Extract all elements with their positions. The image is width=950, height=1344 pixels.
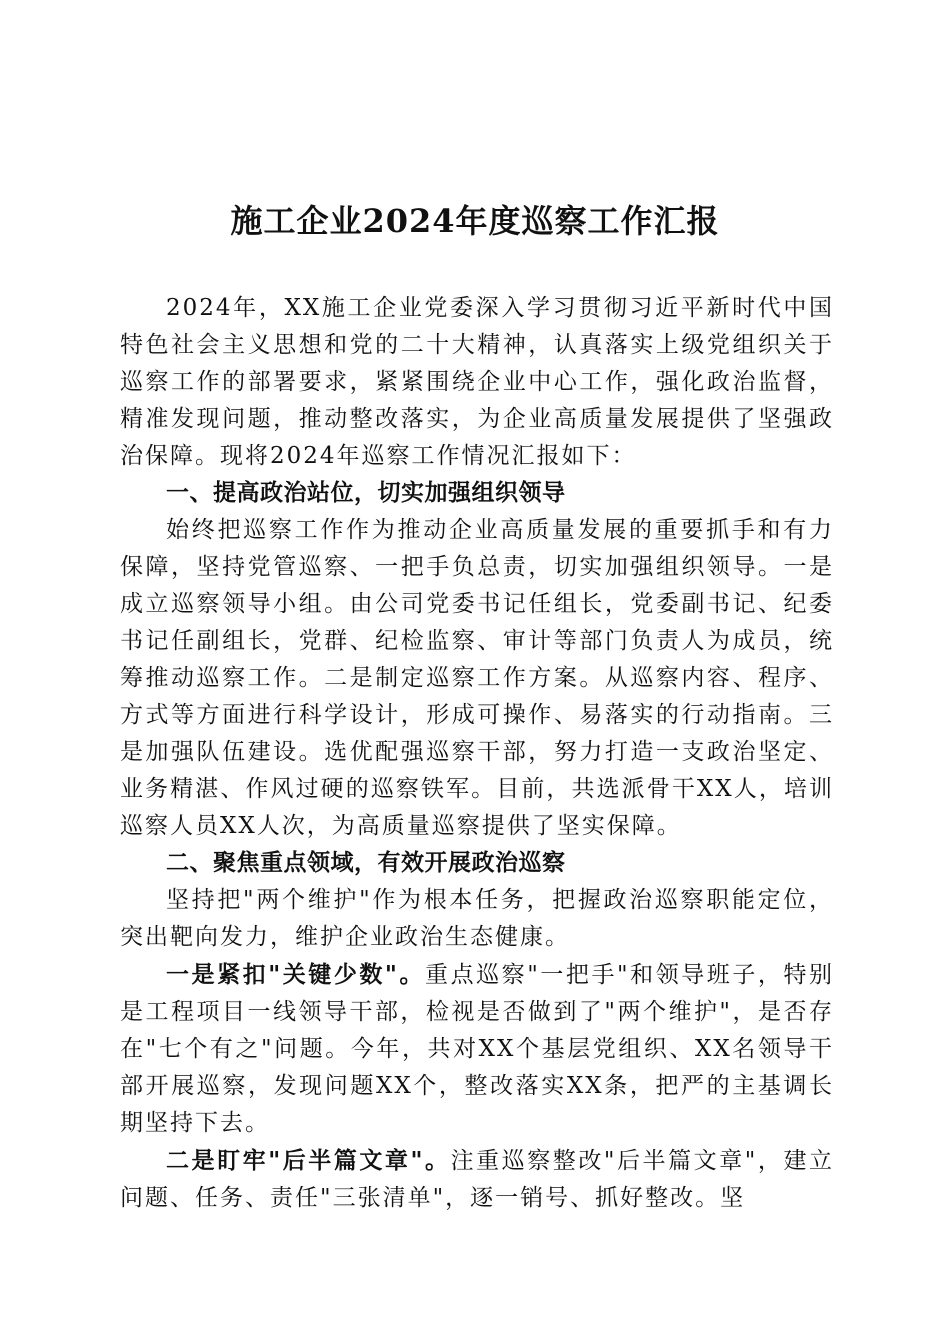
item-1-lead: 一是紧扣"关键少数"。 [166,961,426,988]
item-2-lead: 二是盯牢"后半篇文章"。 [166,1147,451,1174]
section-2-heading: 二、聚焦重点领域，有效开展政治巡察 [166,850,566,876]
section-2-item-2 [120,1142,834,1217]
item-1-text: 重点巡察"一把手"和领导班子，特别是工程项目一线领导干部，检视是否做到了"两个维护"，是否存在"七个有之"问题。今年，共对XX个基层党组织、XX名领导干部开展巡察，发现问题XX个，整改落实XX条，把严的主基调长期坚持下去。 [120,962,834,1136]
document-title: 施工企业2024年度巡察工作汇报 [230,202,720,240]
section-2-paragraph: 坚持把"两个维护"作为根本任务，把握政治巡察职能定位，突出靶向发力，维护企业政治生态健康。 [120,887,834,950]
section-2-item-1 [120,956,834,1142]
intro-paragraph: 2024年，XX施工企业党委深入学习贯彻习近平新时代中国特色社会主义思想和党的二十大精神，认真落实上级党组织关于巡察工作的部署要求，紧紧围绕企业中心工作，强化政治监督，精准发现问题，推动整改落实，为企业高质量发展提供了坚强政治保障。现将2024年巡察工作情况汇报如下： [120,295,834,469]
section-1-heading: 一、提高政治站位，切实加强组织领导 [166,480,566,506]
item-2-text: 注重巡察整改"后半篇文章"，建立问题、任务、责任"三张清单"，逐一销号、抓好整改。坚 [120,1148,834,1211]
document-body [120,290,834,1217]
section-1-paragraph: 始终把巡察工作作为推动企业高质量发展的重要抓手和有力保障，坚持党管巡察、一把手负总责，切实加强组织领导。一是成立巡察领导小组。由公司党委书记任组长，党委副书记、纪委书记任副组长，党群、纪检监察、审计等部门负责人为成员，统筹推动巡察工作。二是制定巡察工作方案。从巡察内容、程序、方式等方面进行科学设计，形成可操作、易落实的行动指南。三是加强队伍建设。选优配强巡察干部，努力打造一支政治坚定、业务精湛、作风过硬的巡察铁军。目前，共选派骨干XX人，培训巡察人员XX人次，为高质量巡察提供了坚实保障。 [120,517,834,839]
